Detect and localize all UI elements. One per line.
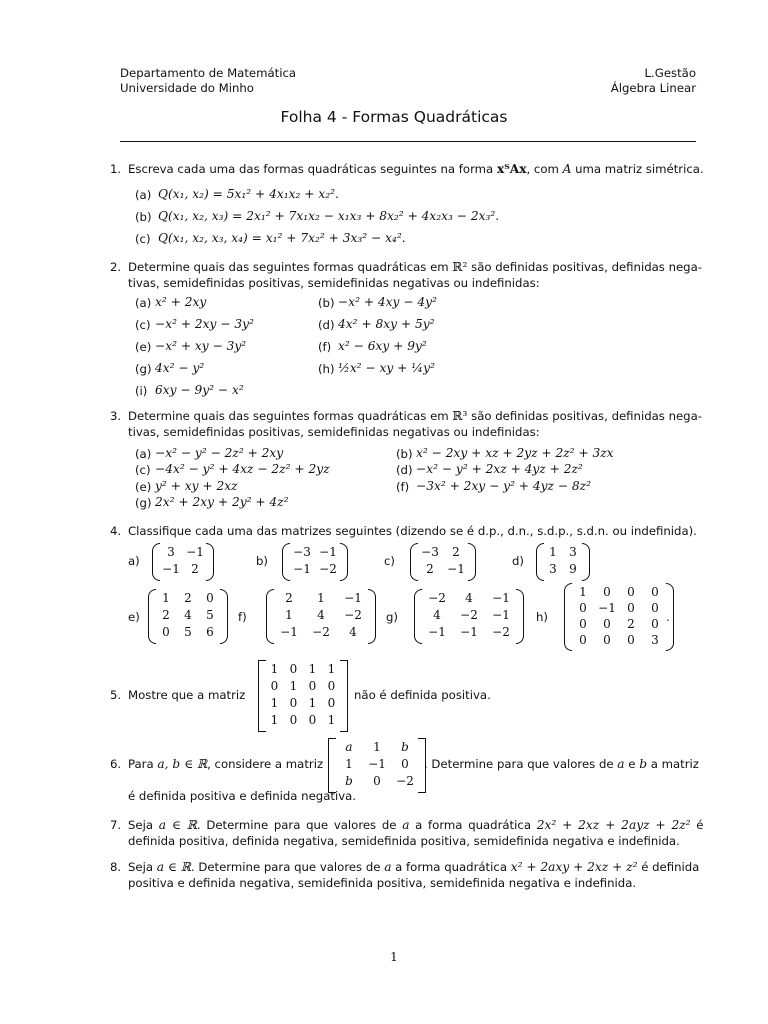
q4-matrix-label: b) — [256, 554, 268, 568]
matrix-entry: 0 — [651, 601, 659, 615]
q2-item-expr: 4x² − y² — [155, 361, 205, 375]
matrix-entry: −1 — [344, 591, 362, 605]
q2-item-label: (e) — [135, 340, 152, 354]
q5-number: 5. — [110, 688, 122, 702]
matrix-entry: 0 — [579, 633, 587, 647]
matrix-entry: 9 — [569, 562, 577, 576]
matrix-entry: −1 — [460, 625, 478, 639]
matrix-entry: 1 — [345, 757, 353, 771]
matrix-entry: b — [345, 774, 353, 788]
matrix-entry: 4 — [433, 608, 441, 622]
matrix-entry: 0 — [627, 633, 635, 647]
matrix-entry: 0 — [289, 696, 298, 710]
q3-item-expr: x² − 2xy + xz + 2yz + 2z² + 3zx — [416, 446, 614, 460]
q3-number: 3. — [110, 409, 122, 423]
matrix-entry: −2 — [460, 608, 478, 622]
matrix-entry: 3 — [569, 545, 577, 559]
q4-matrix — [410, 543, 476, 581]
matrix-entry: 3 — [167, 545, 175, 559]
matrix-entry: 1 — [285, 608, 293, 622]
matrix-entry: 0 — [308, 713, 317, 727]
matrix-entry: −1 — [492, 608, 510, 622]
author-name: L.Gestão — [644, 66, 696, 80]
q3-item-label: (e) — [135, 480, 152, 494]
matrix-entry: b — [401, 740, 409, 754]
matrix-entry: 1 — [270, 662, 279, 676]
matrix-entry: 1 — [327, 713, 336, 727]
matrix-entry: 1 — [162, 591, 170, 605]
title-divider — [120, 141, 696, 142]
q4-end-period: . — [666, 610, 670, 624]
q4-matrix — [148, 589, 228, 644]
matrix-entry: −2 — [312, 625, 330, 639]
q1-number: 1. — [110, 162, 122, 176]
university-name: Universidade do Minho — [120, 81, 254, 95]
q8-statement-line2: positiva e definida negativa, semidefinida positiva, semidefinida negativa e indefinida. — [128, 876, 637, 890]
q2-statement-line1: Determine quais das seguintes formas quadráticas em ℝ² são definidas positivas, definidas nega- — [128, 260, 702, 274]
matrix-entry: 1 — [270, 696, 279, 710]
q1-item-b-label: (b) — [135, 210, 152, 224]
q6-number: 6. — [110, 757, 122, 771]
matrix-entry: −1 — [428, 625, 446, 639]
q8-statement-line1: Seja a ∈ ℝ. Determine para que valores de a a forma quadrática x² + 2axy + 2xz + z² é definida — [128, 860, 700, 874]
q4-matrix-label: f) — [238, 610, 247, 624]
q2-item-label: (f) — [318, 340, 332, 354]
q1-item-a-label: (a) — [135, 188, 152, 202]
matrix-entry: 0 — [289, 713, 298, 727]
matrix-entry: 0 — [627, 585, 635, 599]
q3-statement-line2: tivas, semidefinidas positivas, semidefinidas negativas ou indefinidas: — [128, 425, 540, 439]
matrix-entry: 1 — [327, 662, 336, 676]
matrix-entry: 1 — [308, 696, 317, 710]
matrix-entry: 2 — [184, 591, 192, 605]
q5-text-before: Mostre que a matriz — [128, 688, 246, 702]
q2-item-label: (h) — [318, 362, 335, 376]
q4-matrix-label: a) — [128, 554, 140, 568]
matrix-entry: −2 — [428, 591, 446, 605]
q3-item-label: (c) — [135, 463, 151, 477]
right-parenthesis — [582, 543, 590, 581]
q1-item-b-expr: Q(x₁, x₂, x₃) = 2x₁² + 7x₁x₂ − x₁x₃ + 8x₂² + 4x₂x₃ − 2x₃². — [158, 209, 500, 223]
q3-item-expr: −x² − y² − 2z² + 2xy — [155, 446, 284, 460]
q2-item-expr: 6xy − 9y² − x² — [155, 383, 244, 397]
q6-bracket-matrix — [328, 738, 426, 793]
q4-matrix-label: c) — [384, 554, 395, 568]
q7-number: 7. — [110, 818, 122, 832]
q2-item-label: (c) — [135, 318, 151, 332]
q4-matrix — [266, 589, 376, 644]
matrix-entry: 6 — [206, 625, 214, 639]
matrix-entry: 2 — [191, 562, 199, 576]
matrix-entry: 0 — [327, 696, 336, 710]
matrix-entry: 2 — [627, 617, 635, 631]
q2-item-label: (i) — [135, 384, 148, 398]
q7-statement-line1: Seja a ∈ ℝ. Determine para que valores de a a forma quadrática 2x² + 2xz + 2ayz + 2z² é — [128, 818, 704, 832]
matrix-entry: 0 — [651, 585, 659, 599]
q2-item-expr: ½x² − xy + ¼y² — [338, 361, 435, 375]
matrix-entry: 3 — [651, 633, 659, 647]
q3-item-label: (b) — [396, 447, 413, 461]
q4-matrix — [536, 543, 590, 581]
q3-item-expr: y² + xy + 2xz — [155, 479, 238, 493]
matrix-entry: −1 — [162, 562, 180, 576]
matrix-entry: 1 — [308, 662, 317, 676]
q2-item-expr: x² + 2xy — [155, 295, 207, 309]
q7-statement-line2: definida positiva, definida negativa, semidefinida positiva, semidefinida negativa e indefinida. — [128, 834, 680, 848]
q4-matrix — [564, 583, 674, 651]
course-name: Álgebra Linear — [610, 81, 696, 95]
q8-number: 8. — [110, 860, 122, 874]
q3-item-expr: −x² − y² + 2xz + 4yz + 2z² — [416, 462, 583, 476]
q6-text-after: . Determine para que valores de a e b a matriz — [424, 757, 699, 771]
matrix-entry: 2 — [285, 591, 293, 605]
matrix-entry: 4 — [184, 608, 192, 622]
right-parenthesis — [220, 589, 228, 644]
matrix-entry: 1 — [270, 713, 279, 727]
matrix-entry: 0 — [651, 617, 659, 631]
matrix-entry: 1 — [549, 545, 557, 559]
matrix-entry: 1 — [579, 585, 587, 599]
matrix-entry: 5 — [206, 608, 214, 622]
q3-item-expr: −4x² − y² + 4xz − 2z² + 2yz — [155, 462, 330, 476]
matrix-entry: 4 — [317, 608, 325, 622]
q2-item-expr: −x² + xy − 3y² — [155, 339, 247, 353]
right-parenthesis — [368, 589, 376, 644]
matrix-entry: −2 — [396, 774, 414, 788]
matrix-entry: 0 — [289, 662, 298, 676]
matrix-entry: −1 — [447, 562, 465, 576]
matrix-entry: −1 — [293, 562, 311, 576]
q6-text-before: Para a, b ∈ ℝ, considere a matriz — [128, 757, 324, 771]
q3-item-label: (d) — [396, 463, 413, 477]
matrix-entry: a — [345, 740, 353, 754]
matrix-entry: 0 — [579, 617, 587, 631]
matrix-entry: 2 — [426, 562, 434, 576]
page-title: Folha 4 - Formas Quadráticas — [280, 108, 508, 126]
matrix-entry: 0 — [401, 757, 409, 771]
page-number: 1 — [390, 950, 398, 964]
q4-matrix — [282, 543, 348, 581]
matrix-entry: 0 — [162, 625, 170, 639]
q6-text-line2: é definida positiva e definida negativa. — [128, 789, 356, 803]
right-parenthesis — [340, 543, 348, 581]
q4-matrix-label: d) — [512, 554, 524, 568]
q3-item-label: (a) — [135, 447, 152, 461]
q2-item-expr: 4x² + 8xy + 5y² — [338, 317, 435, 331]
matrix-entry: 4 — [465, 591, 473, 605]
q1-statement: Escreva cada uma das formas quadráticas seguintes na forma xᵀAx, com A uma matriz simétrica. — [128, 162, 704, 176]
q4-matrix — [414, 589, 524, 644]
right-parenthesis — [206, 543, 214, 581]
matrix-entry: −1 — [492, 591, 510, 605]
q4-number: 4. — [110, 524, 122, 538]
matrix-entry: 0 — [603, 585, 611, 599]
matrix-entry: −3 — [293, 545, 311, 559]
matrix-entry: −2 — [319, 562, 337, 576]
matrix-entry: 4 — [349, 625, 357, 639]
q4-statement: Classifique cada uma das matrizes seguintes (dizendo se é d.p., d.n., s.d.p., s.d.n. ou indefinida). — [128, 524, 697, 538]
matrix-entry: −2 — [344, 608, 362, 622]
q4-matrix-label: e) — [128, 610, 140, 624]
matrix-entry: −1 — [368, 757, 386, 771]
q3-item-expr: 2x² + 2xy + 2y² + 4z² — [155, 495, 289, 509]
matrix-entry: 0 — [270, 679, 279, 693]
q2-item-expr: x² − 6xy + 9y² — [338, 339, 427, 353]
matrix-entry: 1 — [289, 679, 298, 693]
q3-statement-line1: Determine quais das seguintes formas quadráticas em ℝ³ são definidas positivas, definidas nega- — [128, 409, 702, 423]
matrix-entry: 0 — [627, 601, 635, 615]
right-parenthesis — [468, 543, 476, 581]
q1-xtax: xᵀAx — [496, 162, 527, 176]
q4-matrix-label: h) — [536, 610, 548, 624]
matrix-entry: 1 — [317, 591, 325, 605]
matrix-entry: −1 — [598, 601, 616, 615]
matrix-entry: −1 — [280, 625, 298, 639]
matrix-entry: 0 — [373, 774, 381, 788]
q1-item-c-expr: Q(x₁, x₂, x₃, x₄) = x₁² + 7x₂² + 3x₃² − x₄². — [158, 231, 406, 245]
q2-item-label: (a) — [135, 296, 152, 310]
matrix-entry: 0 — [327, 679, 336, 693]
matrix-entry: −2 — [492, 625, 510, 639]
matrix-entry: 2 — [162, 608, 170, 622]
matrix-entry: −3 — [421, 545, 439, 559]
q2-number: 2. — [110, 260, 122, 274]
right-parenthesis — [516, 589, 524, 644]
q5-bracket-matrix — [258, 660, 348, 732]
matrix-entry: 0 — [579, 601, 587, 615]
matrix-entry: 1 — [373, 740, 381, 754]
q2-item-label: (d) — [318, 318, 335, 332]
q1-item-a-expr: Q(x₁, x₂) = 5x₁² + 4x₁x₂ + x₂². — [158, 187, 339, 201]
matrix-entry: 2 — [452, 545, 460, 559]
q3-item-expr: −3x² + 2xy − y² + 4yz − 8z² — [416, 479, 591, 493]
q3-item-label: (f) — [396, 480, 410, 494]
matrix-entry: 0 — [206, 591, 214, 605]
department-name: Departamento de Matemática — [120, 66, 297, 80]
q2-item-expr: −x² + 4xy − 4y² — [338, 295, 437, 309]
right-bracket — [340, 660, 348, 732]
matrix-entry: −1 — [319, 545, 337, 559]
q3-item-label: (g) — [135, 496, 152, 510]
matrix-entry: −1 — [186, 545, 204, 559]
q1-item-c-label: (c) — [135, 232, 151, 246]
q2-item-expr: −x² + 2xy − 3y² — [155, 317, 254, 331]
q4-matrix — [152, 543, 214, 581]
q2-statement-line2: tivas, semidefinidas positivas, semidefinidas negativas ou indefinidas: — [128, 276, 540, 290]
matrix-entry: 0 — [603, 633, 611, 647]
q4-matrix-label: g) — [386, 610, 398, 624]
q2-item-label: (b) — [318, 296, 335, 310]
matrix-entry: 5 — [184, 625, 192, 639]
matrix-entry: 0 — [603, 617, 611, 631]
matrix-entry: 3 — [549, 562, 557, 576]
q5-text-after: não é definida positiva. — [354, 688, 491, 702]
q2-item-label: (g) — [135, 362, 152, 376]
matrix-entry: 0 — [308, 679, 317, 693]
